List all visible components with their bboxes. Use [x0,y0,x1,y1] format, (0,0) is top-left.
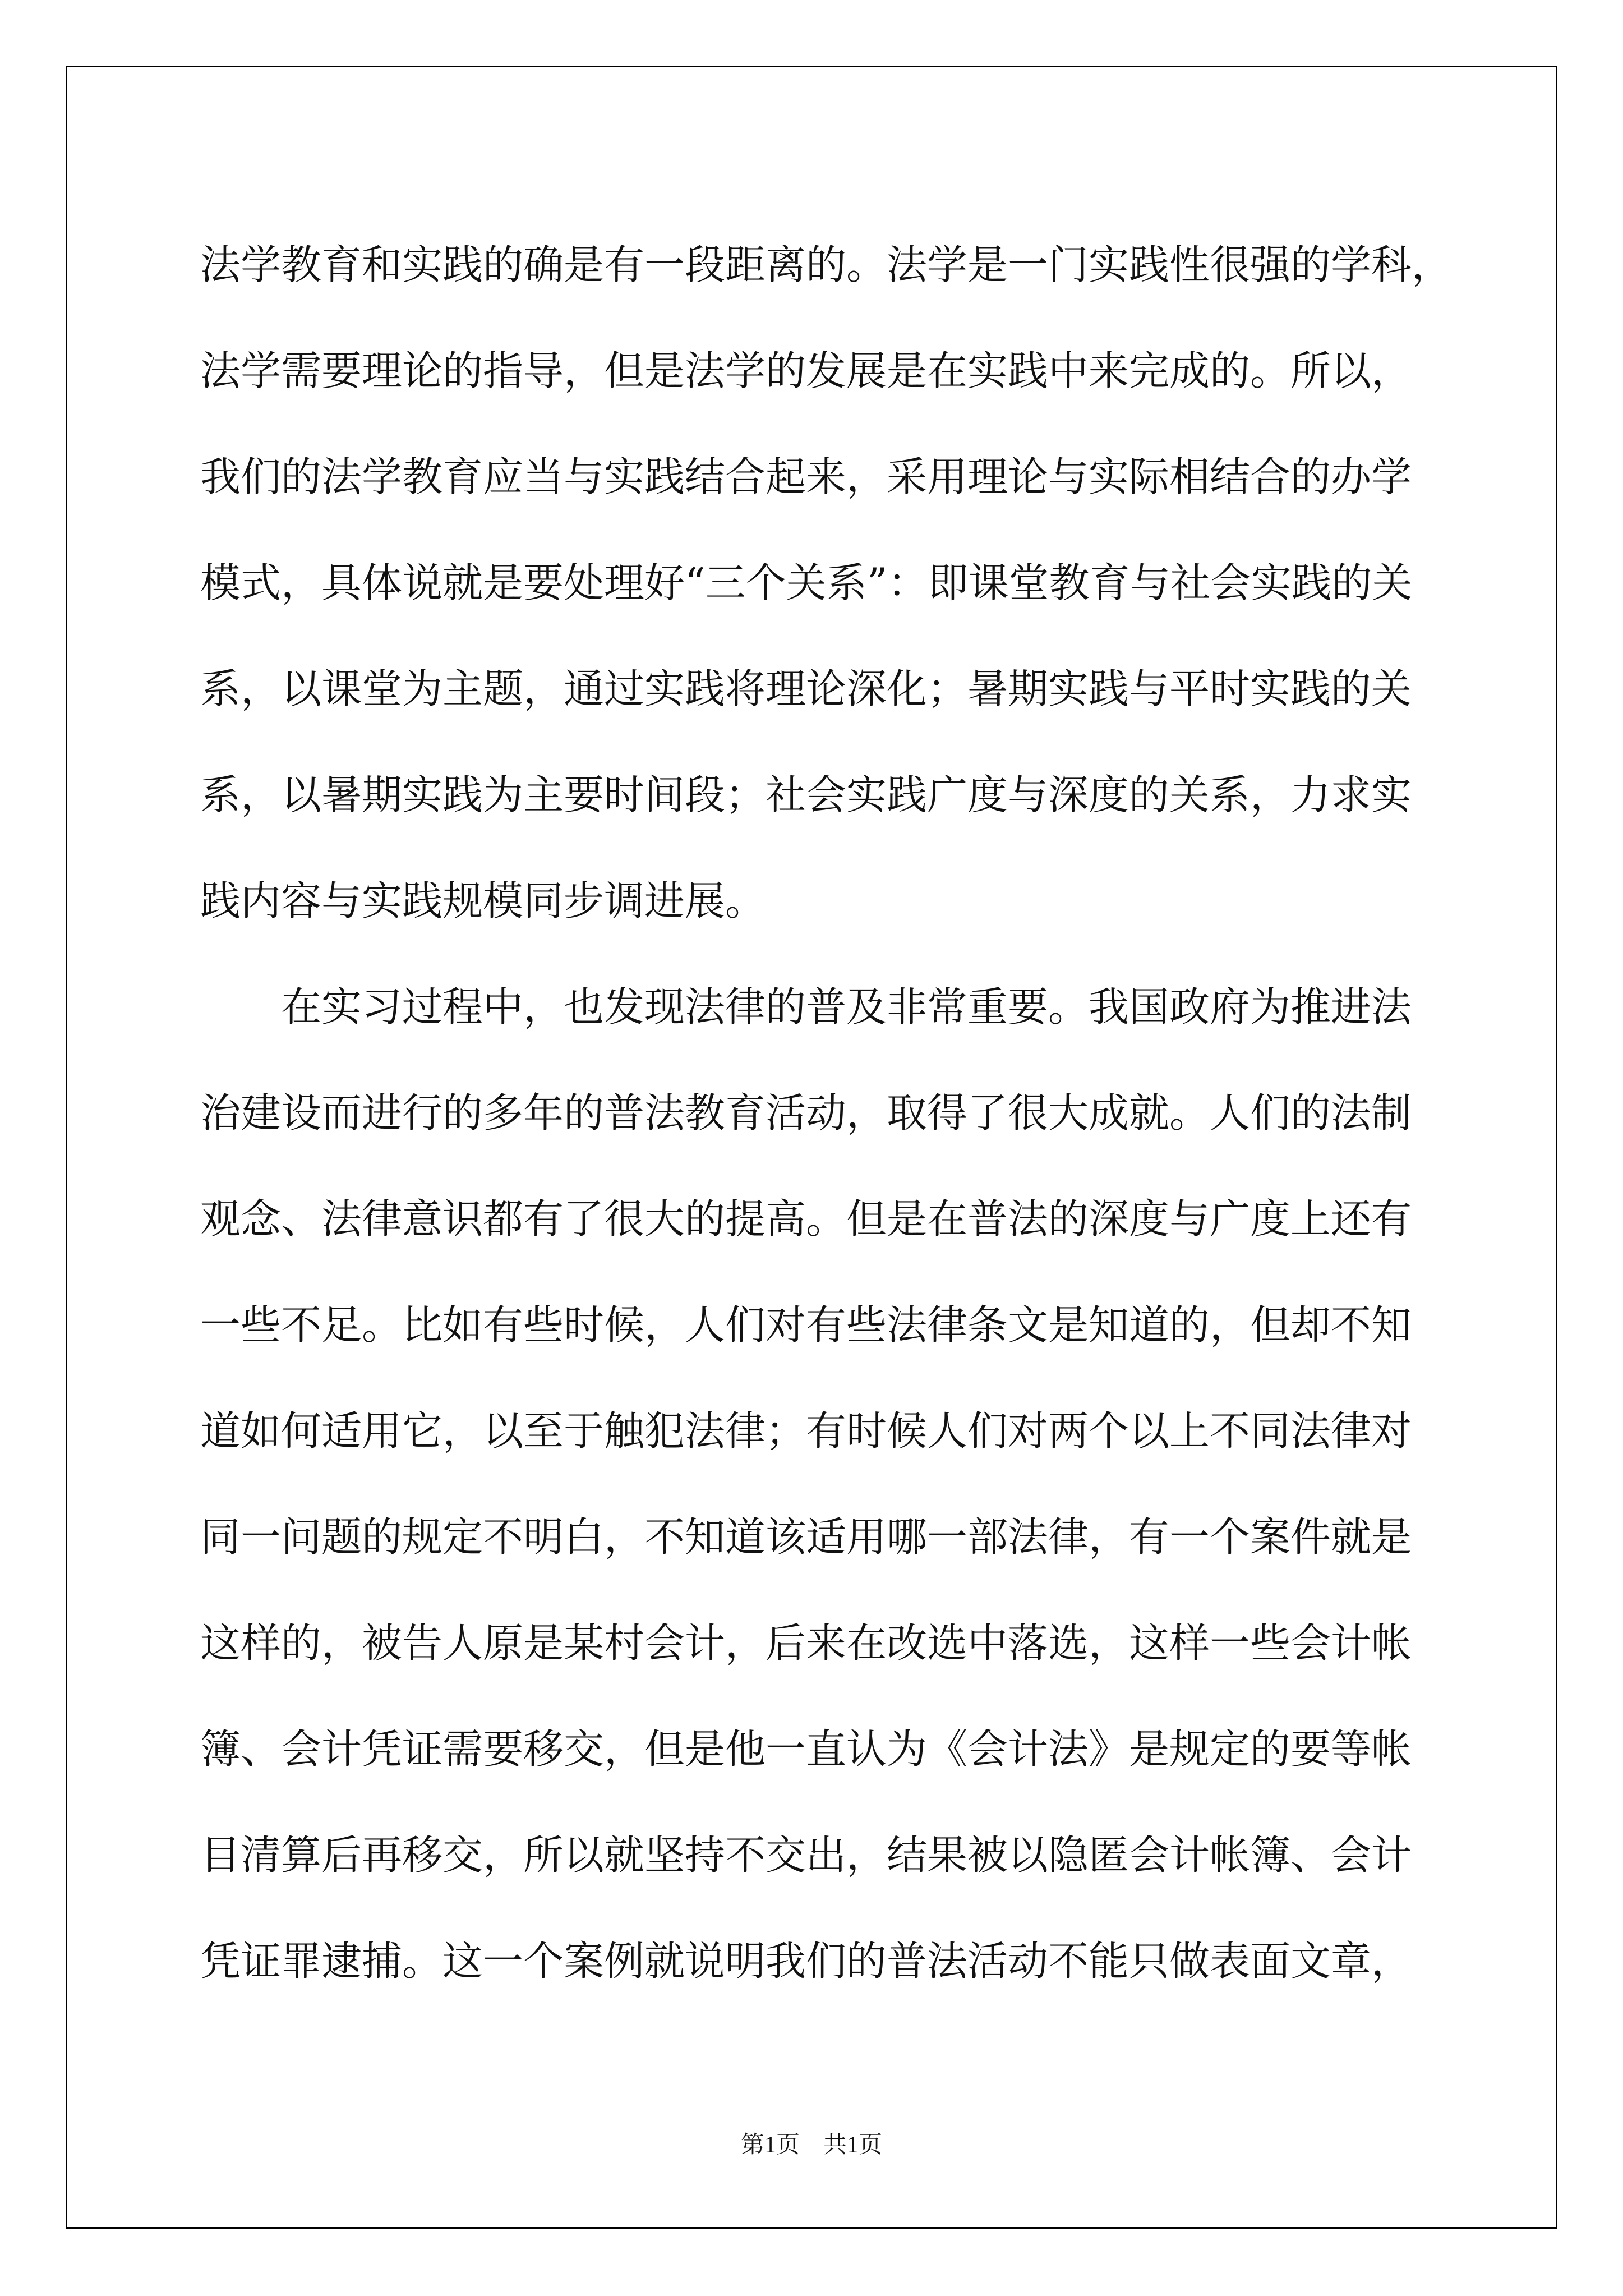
text-line: 践内容与实践规模同步调进展。 [200,877,766,924]
text-line: 道如何适用它，以至于触犯法律；有时候人们对两个以上不同法律对 [200,1407,1412,1455]
text-line: 系，以课堂为主题，通过实践将理论深化；暑期实践与平时实践的关 [200,665,1412,712]
text-line: 簿、会计凭证需要移交，但是他一直认为《会计法》是规定的要等帐 [200,1726,1412,1773]
text-line: 凭证罪逮捕。这一个案例就说明我们的普法活动不能只做表面文章， [200,1938,1412,1985]
text-line: 法学教育和实践的确是有一段距离的。法学是一门实践性很强的学科， [200,241,1453,288]
text-line: 系，以暑期实践为主要时间段；社会实践广度与深度的关系，力求实 [200,771,1412,818]
text-line: 目清算后再移交，所以就坚持不交出，结果被以隐匿会计帐簿、会计 [200,1832,1412,1879]
text-line: 一些不足。比如有些时候，人们对有些法律条文是知道的，但却不知 [200,1301,1412,1349]
text-line: 我们的法学教育应当与实践结合起来，采用理论与实际相结合的办学 [200,453,1412,500]
text-line: 在实习过程中，也发现法律的普及非常重要。我国政府为推进法 [200,983,1412,1030]
text-line: 同一问题的规定不明白，不知道该适用哪一部法律，有一个案件就是 [200,1513,1412,1561]
text-line: 治建设而进行的多年的普法教育活动，取得了很大成就。人们的法制 [200,1089,1412,1137]
page-number-footer: 第1页 共1页 [740,2132,882,2158]
text-line: 模式，具体说就是要处理好“三个关系”：即课堂教育与社会实践的关 [200,559,1413,606]
document-body [200,212,1453,2014]
text-line: 这样的，被告人原是某村会计，后来在改选中落选，这样一些会计帐 [200,1619,1412,1667]
text-line: 观念、法律意识都有了很大的提高。但是在普法的深度与广度上还有 [200,1195,1412,1243]
text-line: 法学需要理论的指导，但是法学的发展是在实践中来完成的。所以， [200,347,1412,394]
